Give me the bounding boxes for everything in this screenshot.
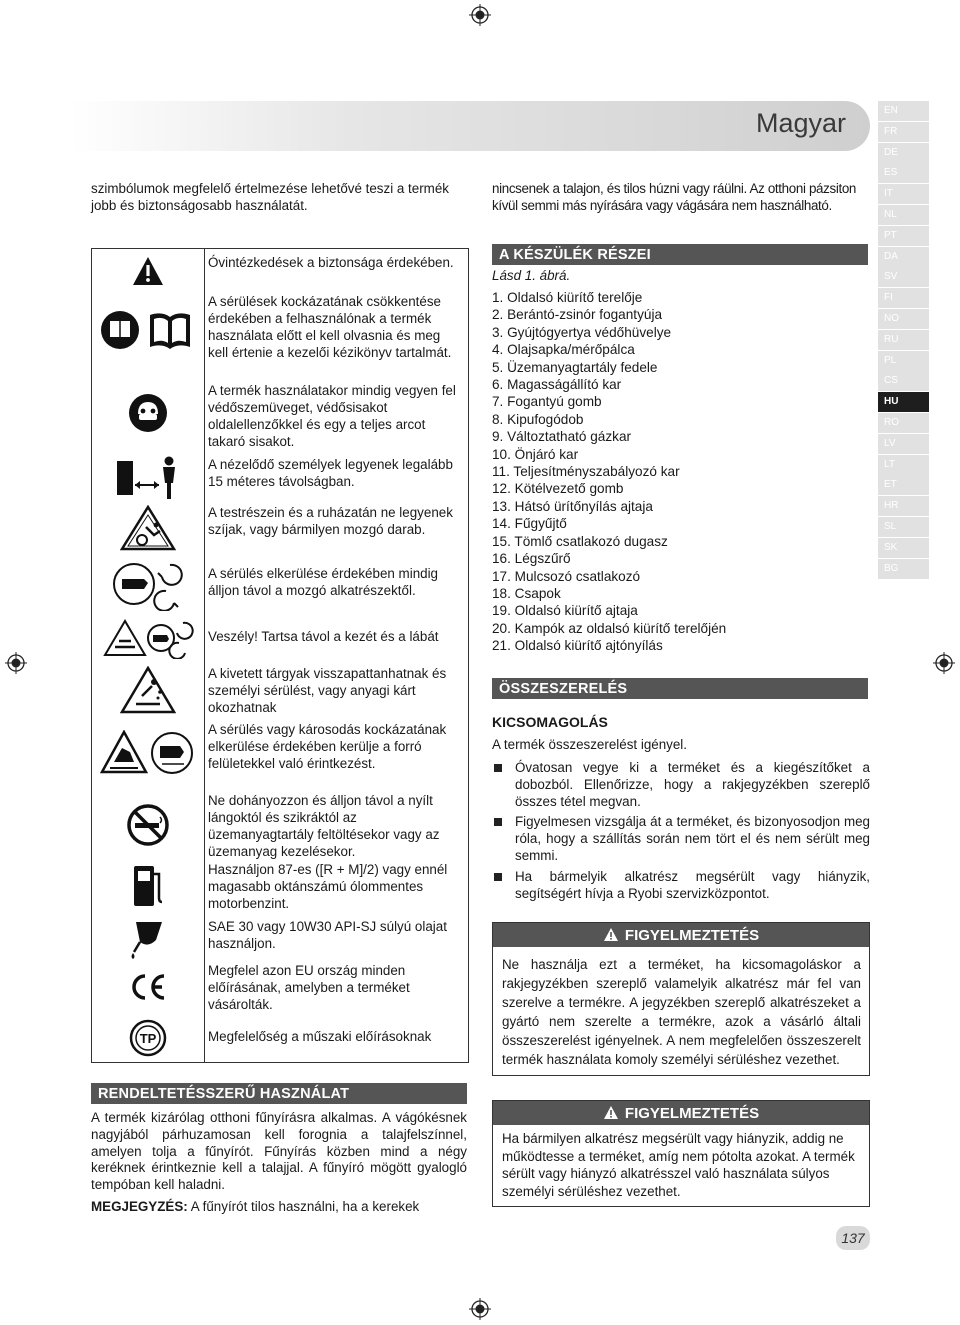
parts-heading: A KÉSZÜLÉK RÉSZEI <box>492 244 868 265</box>
intended-use-note <box>91 1199 467 1216</box>
part-item: 21. Oldalsó kiürítő ajtónyílás <box>492 638 663 654</box>
svg-text:TP: TP <box>139 1031 157 1046</box>
language-tab-lv[interactable]: LV <box>878 434 929 454</box>
part-item: 2. Berántó-zsinór fogantyúja <box>492 307 663 323</box>
warning-header <box>493 1101 869 1125</box>
symbol-row: Megfelel azon EU ország minden előírásának, amelyben a terméket vásárolták. <box>92 960 468 1014</box>
ce-mark-icon <box>96 964 200 1010</box>
entanglement-icon <box>96 504 200 552</box>
warning-box <box>492 1100 870 1207</box>
language-tab-da[interactable]: DA <box>878 247 929 267</box>
registration-mark-icon <box>933 652 955 674</box>
symbol-row: Óvintézkedések a biztonsága érdekében. <box>92 252 468 290</box>
tp-mark-icon <box>96 1015 200 1061</box>
symbol-row: A nézelődő személyek legyenek legalább 15 méteres távolságban. <box>92 454 468 502</box>
symbol-row: A sérülések kockázatának csökkentése érdekében a felhasználónak a termék használata előtt el kell olvasnia és meg kell értenie a kezelői kézikönyv tartalmát. <box>92 291 468 379</box>
intended-use-heading: RENDELTETÉSSZERŰ HASZNÁLAT <box>91 1083 467 1104</box>
part-item: 8. Kipufogódob <box>492 411 584 427</box>
part-item: 3. Gyújtógyertya védőhüvelye <box>492 324 672 340</box>
part-item: 1. Oldalsó kiürítő terelője <box>492 290 643 305</box>
part-item: 6. Magasságállító kar <box>492 377 622 393</box>
part-item: 9. Változtatható gázkar <box>492 429 632 445</box>
language-tab-et[interactable]: ET <box>878 475 929 495</box>
part-item: 12. Kötélvezető gomb <box>492 481 624 497</box>
symbol-row: A termék használatakor mindig vegyen fel védőszemüveget, védősisakot oldalellenzőkkel és egy a teljes arcot takaró sisakot. <box>92 380 468 450</box>
language-tab-pl[interactable]: PL <box>878 351 929 371</box>
hot-surface-icon <box>96 727 200 779</box>
list-item: Ha bármelyik alkatrész megsérült vagy hiányzik, segítségért hívja a Ryobi szervizközpontot. <box>492 869 870 903</box>
language-tab-en[interactable]: EN <box>878 101 929 121</box>
language-title: Magyar <box>755 108 846 138</box>
warning-title: FIGYELMEZTETÉS <box>624 927 760 944</box>
registration-mark-icon <box>469 1298 491 1320</box>
assembly-lead: A termék összeszerelést igényel. <box>492 737 687 752</box>
symbol-table <box>91 248 469 1063</box>
left-intro-text: szimbólumok megfelelő értelmezése lehetővé teszi a termék jobb és biztonságosabb használatát. <box>91 181 449 213</box>
fuel-pump-icon <box>96 859 200 911</box>
unpacking-subheading: KICSOMAGOLÁS <box>492 714 608 730</box>
note-label: MEGJEGYZÉS: <box>91 1199 188 1214</box>
language-tab-es[interactable]: ES <box>878 163 929 183</box>
part-item: 7. Fogantyú gomb <box>492 394 602 410</box>
read-manual-icon <box>96 301 200 359</box>
page-number: 137 <box>836 1226 870 1250</box>
language-tab-it[interactable]: IT <box>878 184 929 204</box>
list-item: Óvatosan vegye ki a terméket és a kiegészítőket a dobozból. Ellenőrizze, hogy a rakjegyzékben szereplő összes tétel megvan. <box>492 760 870 810</box>
language-tabs <box>878 101 929 579</box>
part-item: 4. Olajsapka/mérőpálca <box>492 342 635 358</box>
language-tab-sk[interactable]: SK <box>878 538 929 558</box>
symbol-row: Használjon 87-es ([R + M]/2) vagy ennél magasabb oktánszámú ólommentes motorbenzint. <box>92 859 468 911</box>
part-item: 18. Csapok <box>492 585 561 601</box>
part-item: 16. Légszűrő <box>492 551 571 567</box>
language-tab-sl[interactable]: SL <box>878 517 929 537</box>
note-text: A fűnyírót tilos használni, ha a kerekek <box>187 1199 420 1214</box>
part-item: 13. Hátsó ürítőnyílás ajtaja <box>492 498 653 514</box>
part-item: 20. Kampók az oldalsó kiürítő terelőjén <box>492 620 727 636</box>
warning-text: Ne használja ezt a terméket, ha kicsomagoláskor a rakjegyzékben szereplő valamelyik alkatrész már fel van szerelve a termékre. A jegyzékben szereplő alkatrészeket a gyártó nem szerelte a termékre, azok a vásárló általi összeszerelést igényelnek. A nem megfelelően összeszerelt termék használata komoly személyi sérüléshez vezethet. <box>502 957 861 1067</box>
thrown-objects-icon <box>96 665 200 715</box>
parts-list <box>492 289 872 655</box>
warning-title: FIGYELMEZTETÉS <box>624 1105 760 1122</box>
symbol-row: A kivetett tárgyak visszapattanhatnak és személyi sérülést, vagy anyagi kárt okozhatnak <box>92 663 468 717</box>
language-tab-cs[interactable]: CS <box>878 371 929 391</box>
part-item: 17. Mulcsozó csatlakozó <box>492 568 641 584</box>
right-intro-text: nincsenek a talajon, és tilos húzni vagy ráülni. Az otthoni pázsiton kívül semmi más nyírására vagy vágására nem használható. <box>492 181 857 213</box>
assembly-heading: ÖSSZESZERELÉS <box>492 678 868 699</box>
header-band <box>70 101 870 151</box>
see-figure: Lásd 1. ábrá. <box>492 268 571 283</box>
bystanders-distance-icon <box>96 454 200 502</box>
part-item: 5. Üzemanyagtartály fedele <box>492 359 658 375</box>
part-item: 19. Oldalsó kiürítő ajtaja <box>492 603 638 619</box>
language-tab-no[interactable]: NO <box>878 309 929 329</box>
language-tab-fr[interactable]: FR <box>878 122 929 142</box>
protective-gear-icon <box>96 388 200 438</box>
registration-mark-icon <box>469 4 491 26</box>
symbol-row: TP Megfelelőség a műszaki előírásoknak <box>92 1015 468 1061</box>
language-tab-sv[interactable]: SV <box>878 267 929 287</box>
part-item: 10. Önjáró kar <box>492 446 579 462</box>
language-tab-ru[interactable]: RU <box>878 330 929 350</box>
symbol-row: SAE 30 vagy 10W30 API-SJ súlyú olajat használjon. <box>92 917 468 961</box>
warning-triangle-icon <box>603 927 619 942</box>
part-item: 11. Teljesítményszabályozó kar <box>492 464 680 480</box>
language-tab-bg[interactable]: BG <box>878 559 929 579</box>
hand-blade-icon <box>96 557 200 611</box>
warning-header <box>493 923 869 947</box>
language-tab-ro[interactable]: RO <box>878 413 929 433</box>
language-tab-de[interactable]: DE <box>878 143 929 163</box>
language-tab-fi[interactable]: FI <box>878 288 929 308</box>
hand-foot-blade-icon <box>96 616 200 660</box>
warning-triangle-icon <box>603 1105 619 1120</box>
warning-triangle-icon <box>96 252 200 290</box>
language-tab-hu[interactable]: HU <box>878 392 929 412</box>
language-tab-hr[interactable]: HR <box>878 496 929 516</box>
assembly-bullets <box>492 760 870 906</box>
symbol-row: A sérülés elkerülése érdekében mindig álljon távol a mozgó alkatrészektől. <box>92 555 468 613</box>
warning-box <box>492 922 870 1076</box>
symbol-row: Ne dohányozzon és álljon távol a nyílt lángoktól és szikráktól az üzemanyagtartály feltöltésekor vagy az üzemanyag kezelésekor. <box>92 790 468 859</box>
part-item: 14. Fűgyűjtő <box>492 516 567 532</box>
warning-text: Ha bármilyen alkatrész megsérült vagy hiányzik, addig ne működtesse a terméket, amíg nem pótolta azokat. A termék sérült vagy hiányzó alkatrésszel való használata súlyos személyi sérüléshez vezethet. <box>502 1131 855 1199</box>
list-item: Figyelmesen vizsgálja át a terméket, és bizonyosodjon meg róla, hogy a szállítás során nem tört el és nem sérült meg semmi. <box>492 814 870 864</box>
part-item: 15. Tömlő csatlakozó dugasz <box>492 533 668 549</box>
registration-mark-icon <box>5 652 27 674</box>
symbol-row: A sérülés vagy károsodás kockázatának elkerülése érdekében kerülje a forró felületekkel való érintkezést. <box>92 719 468 789</box>
language-tab-pt[interactable]: PT <box>878 226 929 246</box>
symbol-row: A testrészein és a ruházatán ne legyenek szíjak, vagy bármilyen mozgó darab. <box>92 502 468 554</box>
oil-can-icon <box>96 917 200 961</box>
symbol-row: Veszély! Tartsa távol a kezét és a lábát <box>92 616 468 660</box>
no-smoking-icon <box>96 798 200 852</box>
language-tab-nl[interactable]: NL <box>878 205 929 225</box>
language-tab-lt[interactable]: LT <box>878 455 929 475</box>
intended-use-body: A termék kizárólag otthoni fűnyírásra alkalmas. A vágókésnek nagyjából párhuzamosan kell forognia a talajfelszínnel, amelyen tolja a fűnyírót. Fűnyírás közben mind a négy keréknek érintkeznie kell a talajjal. A fűnyíró mögött gyalogló tempóban kell haladni. <box>91 1110 467 1193</box>
